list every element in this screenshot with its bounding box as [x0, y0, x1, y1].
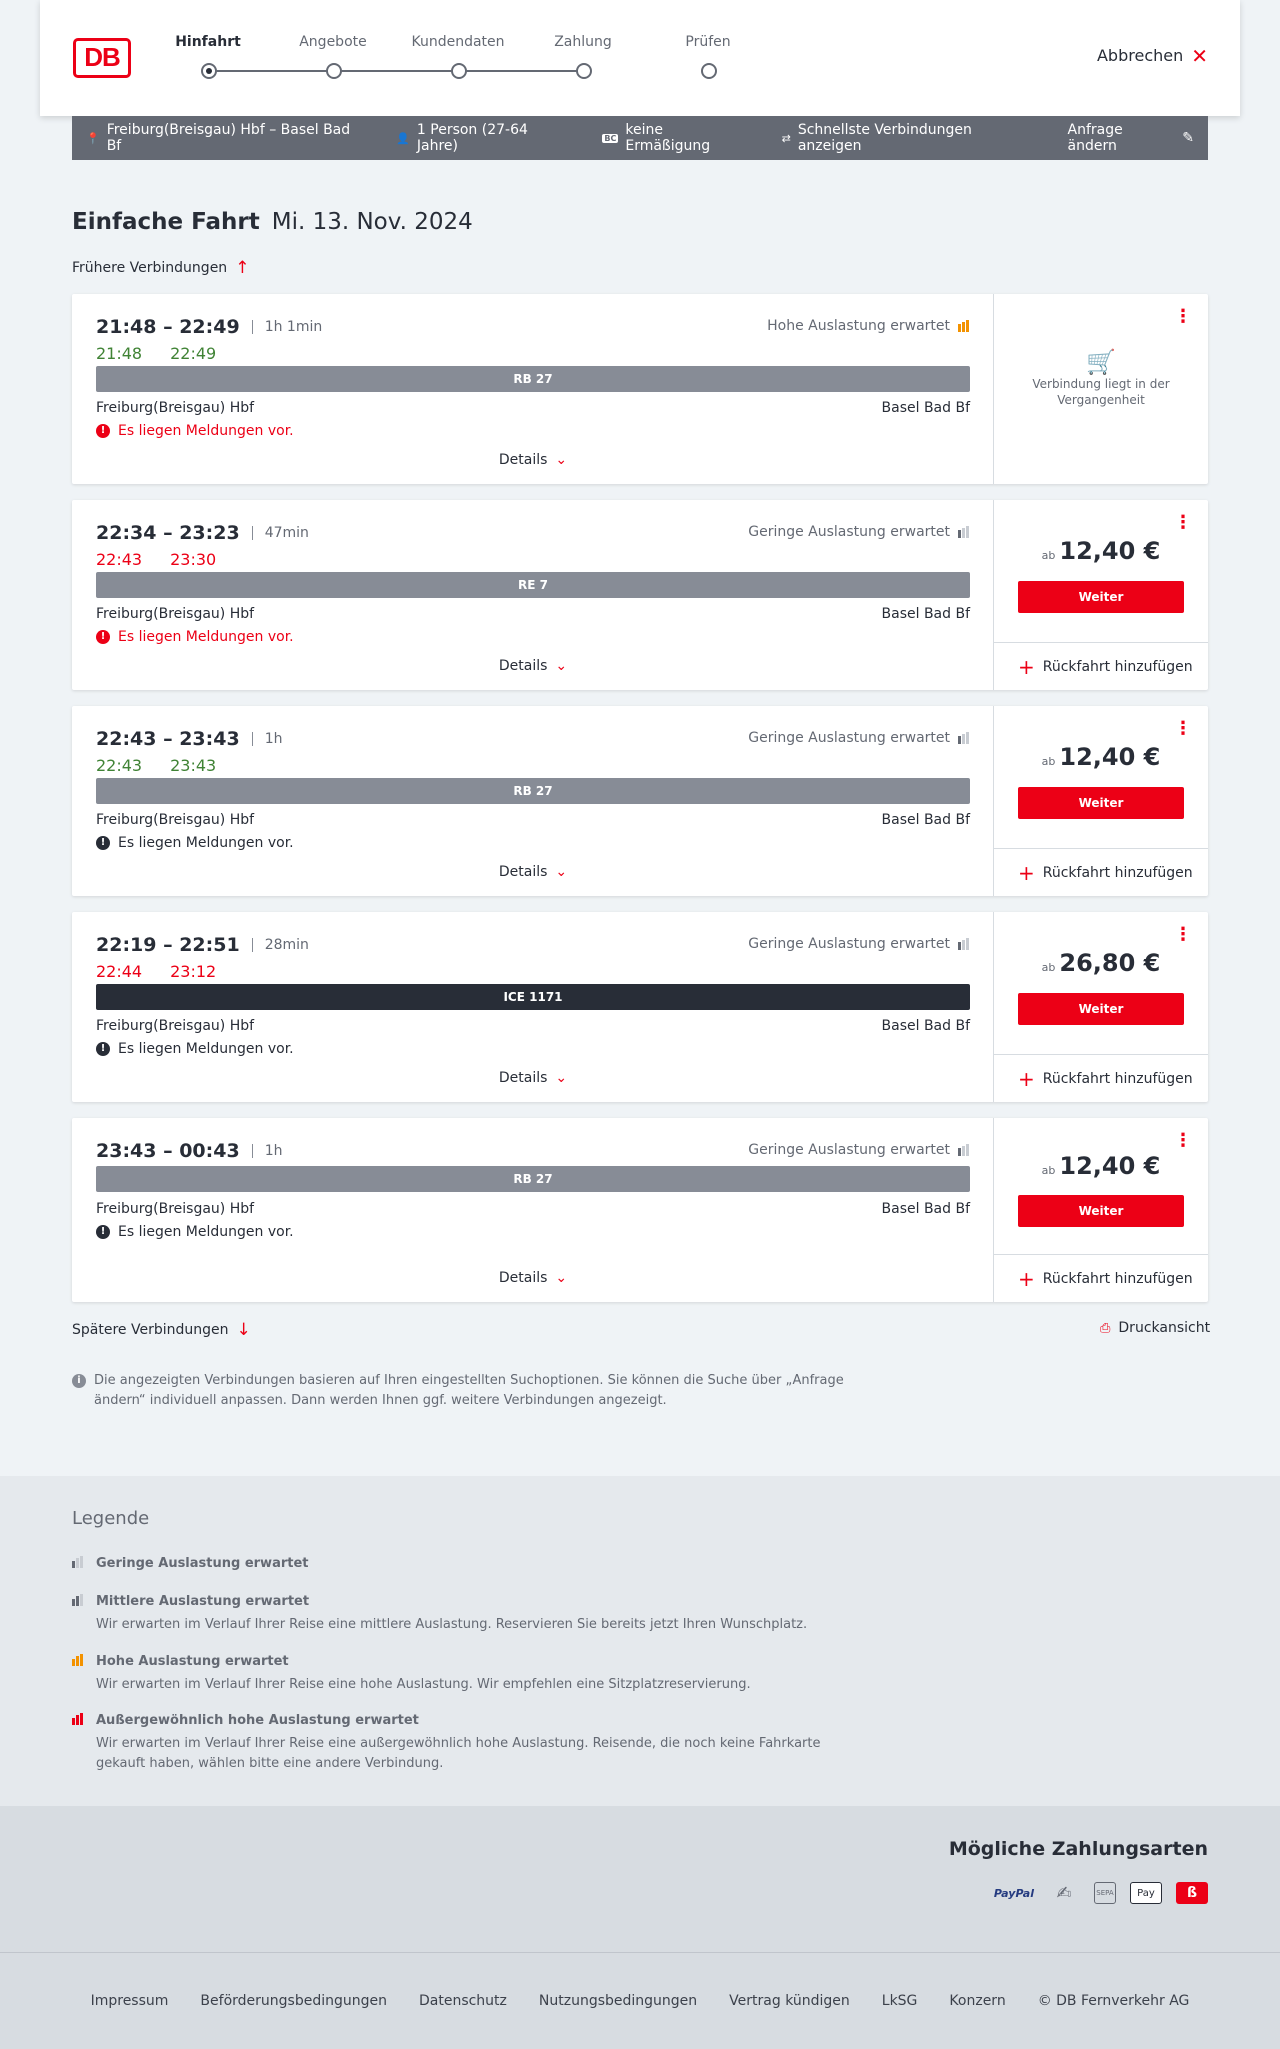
- arrival-station: Basel Bad Bf: [881, 606, 970, 622]
- connection-side: [994, 294, 1208, 484]
- train-bar: RB 27: [96, 366, 970, 392]
- details-label: Details: [498, 864, 548, 880]
- details-toggle[interactable]: [72, 452, 994, 468]
- train-bar: RB 27: [96, 778, 970, 804]
- occupancy-text: Geringe Auslastung erwartet: [748, 936, 950, 952]
- message-text: Es liegen Meldungen vor.: [118, 835, 294, 851]
- edit-label: Anfrage ändern: [1067, 122, 1123, 154]
- message-notice: [96, 1224, 294, 1240]
- realtime-departure: 22:43: [96, 756, 143, 775]
- continue-button[interactable]: Weiter: [1018, 993, 1184, 1025]
- plus-icon: +: [1018, 860, 1035, 885]
- price: [994, 1152, 1208, 1180]
- connection-times: [96, 1140, 282, 1162]
- earlier-label: Frühere Verbindungen: [72, 260, 228, 276]
- price-value: 12,40 €: [1059, 537, 1161, 565]
- occupancy-info: [748, 730, 969, 746]
- db-logo[interactable]: DB: [73, 38, 131, 78]
- return-label: Rückfahrt hinzufügen: [1042, 1070, 1193, 1087]
- legend-item-title: [72, 1556, 852, 1571]
- earlier-connections-link[interactable]: [72, 258, 249, 278]
- details-toggle[interactable]: [72, 1270, 994, 1286]
- footer-link-terms[interactable]: Nutzungsbedingungen: [538, 1993, 698, 2009]
- warning-icon: !: [96, 1225, 110, 1239]
- stations: [96, 1018, 970, 1034]
- legend-text: Wir erwarten im Verlauf Ihrer Reise eine mittlere Auslastung. Reservieren Sie bereits jetzt Ihren Wunschplatz.: [96, 1617, 808, 1632]
- details-toggle[interactable]: [72, 1070, 994, 1086]
- footer-link-privacy[interactable]: Datenschutz: [418, 1993, 507, 2009]
- warning-icon: !: [96, 630, 110, 644]
- more-options-icon[interactable]: ⋮: [1174, 306, 1192, 327]
- realtime-arrival: 23:12: [170, 962, 217, 981]
- occupancy-low-icon: [958, 526, 969, 538]
- message-notice: [96, 423, 294, 439]
- occupancy-high-icon: [72, 1654, 83, 1666]
- price-prefix: ab: [1041, 755, 1056, 768]
- chevron-down-icon: ⌄: [555, 1270, 568, 1286]
- connection-card[interactable]: [72, 1118, 1208, 1302]
- occupancy-exceptional-icon: [72, 1713, 83, 1725]
- stations: [96, 812, 970, 828]
- details-label: Details: [498, 658, 548, 674]
- connection-card[interactable]: [72, 912, 1208, 1102]
- cancel-label: Abbrechen: [1096, 46, 1184, 65]
- add-return-button[interactable]: [994, 1054, 1208, 1102]
- route-text: Freiburg(Breisgau) Hbf – Basel Bad Bf: [106, 122, 351, 154]
- legend-title-text: Außergewöhnlich hohe Auslastung erwartet: [96, 1713, 419, 1728]
- location-pin-icon: 📍: [86, 131, 100, 145]
- persons-text: 1 Person (27-64 Jahre): [416, 122, 528, 154]
- return-label: Rückfahrt hinzufügen: [1042, 658, 1193, 675]
- occupancy-text: Hohe Auslastung erwartet: [767, 318, 950, 334]
- plus-icon: +: [1018, 654, 1035, 679]
- occupancy-medium-icon: [72, 1594, 83, 1606]
- pencil-icon: ✎: [1182, 130, 1194, 146]
- message-notice: [96, 629, 294, 645]
- db-payment-icon: ß: [1176, 1882, 1208, 1904]
- realtime-departure: 22:44: [96, 962, 143, 981]
- schedule-times: 22:43 – 23:43: [96, 728, 240, 750]
- duration: 1h: [252, 1144, 283, 1158]
- cancel-button[interactable]: [1096, 43, 1208, 68]
- step-zahlung: [533, 34, 633, 54]
- step-label: Zahlung: [554, 34, 612, 50]
- realtime-times: [96, 344, 244, 363]
- progress-steps: [158, 34, 731, 84]
- later-label: Spätere Verbindungen: [72, 1322, 229, 1338]
- past-connection-notice: [994, 348, 1208, 408]
- continue-button[interactable]: Weiter: [1018, 787, 1184, 819]
- realtime-departure: 22:43: [96, 550, 143, 569]
- duration: 47min: [252, 526, 309, 540]
- footer-link-impressum[interactable]: Impressum: [90, 1993, 169, 2009]
- legend-item-title: [72, 1594, 852, 1609]
- connection-side: [994, 500, 1208, 690]
- realtime-arrival: 23:30: [170, 550, 217, 569]
- departure-station: Freiburg(Breisgau) Hbf: [96, 1201, 255, 1217]
- occupancy-low-icon: [72, 1556, 83, 1568]
- connection-side: [994, 706, 1208, 896]
- message-text: Es liegen Meldungen vor.: [118, 1224, 294, 1240]
- message-text: Es liegen Meldungen vor.: [118, 1041, 294, 1057]
- chevron-down-icon: ⌄: [555, 864, 568, 880]
- legend-title: Legende: [72, 1508, 150, 1529]
- legend-item-low: [72, 1556, 852, 1571]
- occupancy-text: Geringe Auslastung erwartet: [748, 1142, 950, 1158]
- footer-copyright: © DB Fernverkehr AG: [1037, 1993, 1190, 2009]
- price: [994, 949, 1208, 977]
- footer-link-conditions[interactable]: Beförderungsbedingungen: [200, 1993, 387, 2009]
- price: [994, 743, 1208, 771]
- legend-item-exceptional: [72, 1713, 852, 1774]
- more-options-icon[interactable]: ⋮: [1174, 512, 1192, 533]
- departure-station: Freiburg(Breisgau) Hbf: [96, 1018, 255, 1034]
- step-dot: [701, 63, 717, 79]
- step-label: Kundendaten: [411, 34, 505, 50]
- step-angebote: [283, 34, 383, 54]
- connection-main: [72, 706, 994, 896]
- later-connections-link[interactable]: [72, 1320, 251, 1340]
- arrival-station: Basel Bad Bf: [881, 400, 970, 416]
- continue-button[interactable]: Weiter: [1018, 1195, 1184, 1227]
- payment-title: Mögliche Zahlungsarten: [948, 1838, 1208, 1860]
- trip-type: Einfache Fahrt: [72, 209, 260, 235]
- legend-text: Wir erwarten im Verlauf Ihrer Reise eine hohe Auslastung. Wir empfehlen eine Sitzplatzreservierung.: [96, 1677, 751, 1692]
- occupancy-low-icon: [958, 732, 969, 744]
- connection-card[interactable]: [72, 294, 1208, 484]
- legend-section: [0, 1476, 1280, 1806]
- details-toggle[interactable]: [72, 864, 994, 880]
- chevron-down-icon: ⌄: [555, 658, 568, 674]
- price-prefix: ab: [1041, 549, 1056, 562]
- price-value: 12,40 €: [1059, 743, 1161, 771]
- info-icon: i: [72, 1374, 86, 1388]
- close-icon: ✕: [1191, 43, 1208, 68]
- occupancy-high-icon: [958, 320, 969, 332]
- chevron-down-icon: ⌄: [555, 452, 568, 468]
- fastest-text: Schnellste Verbindungen anzeigen: [797, 122, 972, 154]
- arrow-down-icon: ↓: [236, 1320, 251, 1340]
- realtime-times: [96, 756, 244, 775]
- step-kundendaten: [408, 34, 508, 54]
- step-label: Hinfahrt: [175, 34, 241, 50]
- realtime-arrival: 23:43: [170, 756, 217, 775]
- connection-side: [994, 1118, 1208, 1302]
- legend-item-title: [72, 1713, 852, 1728]
- warning-icon: !: [96, 1042, 110, 1056]
- arrival-station: Basel Bad Bf: [881, 812, 970, 828]
- more-options-icon[interactable]: ⋮: [1174, 1130, 1192, 1151]
- occupancy-info: [748, 936, 969, 952]
- occupancy-text: Geringe Auslastung erwartet: [748, 730, 950, 746]
- legend-title-text: Hohe Auslastung erwartet: [96, 1654, 289, 1669]
- progress-line: [210, 70, 586, 72]
- stations: [96, 606, 970, 622]
- connection-times: [96, 522, 309, 544]
- discount-summary: [602, 122, 749, 154]
- details-label: Details: [498, 1070, 548, 1086]
- step-pruefen: [658, 34, 758, 54]
- search-info-note: [72, 1371, 852, 1411]
- trip-date: Mi. 13. Nov. 2024: [271, 209, 473, 235]
- swap-icon: ⇄: [781, 131, 791, 145]
- connection-main: [72, 1118, 994, 1302]
- train-bar: RE 7: [96, 572, 970, 598]
- persons-summary: [396, 122, 570, 154]
- occupancy-low-icon: [958, 938, 969, 950]
- connection-main: [72, 912, 994, 1102]
- step-dot: [326, 63, 342, 79]
- step-dot: [576, 63, 592, 79]
- duration: 1h 1min: [252, 320, 323, 334]
- sepa-icon: SEPA: [1094, 1882, 1116, 1904]
- message-text: Es liegen Meldungen vor.: [118, 423, 294, 439]
- footer-link-lksg[interactable]: LkSG: [881, 1993, 918, 2009]
- price: [994, 537, 1208, 565]
- realtime-times: [96, 962, 244, 981]
- edit-request-button[interactable]: [1068, 122, 1194, 154]
- cart-unavailable-icon: 🛒: [1086, 348, 1116, 376]
- warning-icon: !: [96, 836, 110, 850]
- search-summary-bar: [72, 116, 1208, 160]
- legend-item-medium: [72, 1594, 852, 1635]
- departure-station: Freiburg(Breisgau) Hbf: [96, 400, 255, 416]
- connection-times: [96, 316, 322, 338]
- paypal-icon: PayPal: [993, 1886, 1034, 1900]
- duration: 1h: [252, 732, 283, 746]
- return-label: Rückfahrt hinzufügen: [1042, 1270, 1193, 1287]
- add-return-button[interactable]: [994, 848, 1208, 896]
- plus-icon: +: [1018, 1066, 1035, 1091]
- step-label: Prüfen: [685, 34, 731, 50]
- past-text: Verbindung liegt in der Vergangenheit: [1032, 377, 1170, 407]
- occupancy-info: [748, 1142, 969, 1158]
- connection-card[interactable]: [72, 706, 1208, 896]
- realtime-times: [96, 550, 244, 569]
- schedule-times: 23:43 – 00:43: [96, 1140, 240, 1162]
- occupancy-info: [748, 524, 969, 540]
- direct-debit-icon: ✍: [1056, 1882, 1072, 1904]
- connection-main: [72, 294, 994, 484]
- connection-times: [96, 728, 282, 750]
- connection-side: [994, 912, 1208, 1102]
- price-value: 26,80 €: [1059, 949, 1161, 977]
- details-label: Details: [498, 1270, 548, 1286]
- legend-text: Wir erwarten im Verlauf Ihrer Reise eine außergewöhnlich hohe Auslastung. Reisende, die noch keine Fahrkarte gekauft haben, wählen bitte eine andere Verbindung.: [96, 1736, 821, 1771]
- add-return-button[interactable]: [994, 642, 1208, 690]
- details-label: Details: [498, 452, 548, 468]
- apple-pay-icon: Pay: [1130, 1882, 1162, 1904]
- footer-link-konzern[interactable]: Konzern: [949, 1993, 1006, 2009]
- discount-text: keine Ermäßigung: [625, 122, 711, 154]
- occupancy-info: [767, 318, 969, 334]
- details-toggle[interactable]: [72, 658, 994, 674]
- return-label: Rückfahrt hinzufügen: [1042, 864, 1193, 881]
- train-bar: ICE 1171: [96, 984, 970, 1010]
- header: [40, 0, 1240, 116]
- step-dot: [451, 63, 467, 79]
- price-prefix: ab: [1041, 1164, 1056, 1177]
- more-options-icon[interactable]: ⋮: [1174, 718, 1192, 739]
- footer: [0, 1952, 1280, 2049]
- stations: [96, 400, 970, 416]
- legend-item-title: [72, 1654, 852, 1669]
- stations: [96, 1201, 970, 1217]
- legend-title-text: Geringe Auslastung erwartet: [96, 1556, 309, 1571]
- step-label: Angebote: [299, 34, 367, 50]
- arrival-station: Basel Bad Bf: [881, 1018, 970, 1034]
- route-summary: [86, 122, 364, 154]
- schedule-times: 21:48 – 22:49: [96, 316, 240, 338]
- fastest-summary: [782, 122, 1036, 154]
- chevron-down-icon: ⌄: [555, 1070, 568, 1086]
- warning-icon: !: [96, 424, 110, 438]
- legend-title-text: Mittlere Auslastung erwartet: [96, 1594, 310, 1609]
- continue-button[interactable]: Weiter: [1018, 581, 1184, 613]
- price-prefix: ab: [1041, 961, 1056, 974]
- departure-station: Freiburg(Breisgau) Hbf: [96, 812, 255, 828]
- message-text: Es liegen Meldungen vor.: [118, 629, 294, 645]
- arrival-station: Basel Bad Bf: [881, 1201, 970, 1217]
- schedule-times: 22:34 – 23:23: [96, 522, 240, 544]
- more-options-icon[interactable]: ⋮: [1174, 924, 1192, 945]
- payment-icons: [994, 1882, 1208, 1904]
- legend-item-high: [72, 1654, 852, 1695]
- print-label: Druckansicht: [1118, 1320, 1211, 1336]
- step-hinfahrt[interactable]: [158, 34, 258, 54]
- arrow-up-icon: ↑: [235, 258, 250, 278]
- payment-section: [0, 1806, 1280, 1952]
- bahncard-icon: BC: [604, 133, 617, 143]
- connection-card[interactable]: [72, 500, 1208, 690]
- occupancy-text: Geringe Auslastung erwartet: [748, 524, 950, 540]
- price-value: 12,40 €: [1059, 1152, 1161, 1180]
- plus-icon: +: [1018, 1266, 1035, 1291]
- message-notice: [96, 835, 294, 851]
- duration: 28min: [252, 938, 309, 952]
- info-text: Die angezeigten Verbindungen basieren auf Ihren eingestellten Suchoptionen. Sie können die Suche über „Anfrage ändern“ individuell anpassen. Dann werden Ihnen ggf. weitere Verbindungen angezeigt.: [94, 1373, 844, 1408]
- connection-times: [96, 934, 309, 956]
- step-dot: [201, 63, 217, 79]
- add-return-button[interactable]: [994, 1254, 1208, 1302]
- printer-icon: ⎙: [1100, 1320, 1111, 1336]
- message-notice: [96, 1041, 294, 1057]
- departure-station: Freiburg(Breisgau) Hbf: [96, 606, 255, 622]
- footer-link-cancel-contract[interactable]: Vertrag kündigen: [729, 1993, 850, 2009]
- print-view-link[interactable]: [1100, 1320, 1210, 1336]
- connection-main: [72, 500, 994, 690]
- page-title: [72, 209, 473, 235]
- schedule-times: 22:19 – 22:51: [96, 934, 240, 956]
- realtime-arrival: 22:49: [170, 344, 217, 363]
- realtime-departure: 21:48: [96, 344, 143, 363]
- person-icon: 👤: [396, 131, 410, 145]
- occupancy-low-icon: [958, 1144, 969, 1156]
- train-bar: RB 27: [96, 1166, 970, 1192]
